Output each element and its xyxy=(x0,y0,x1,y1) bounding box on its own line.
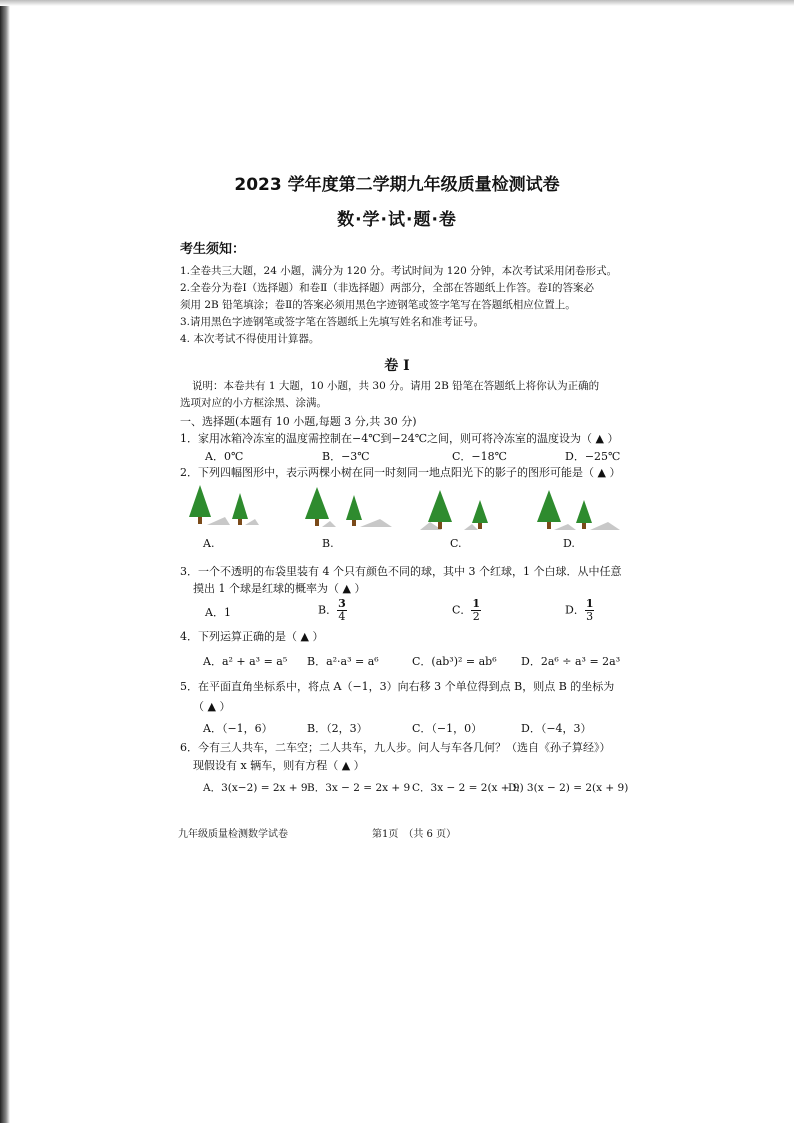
q3-option-b: B． $\frac{3}{4}$ xyxy=(318,597,346,623)
q2-figure-a xyxy=(185,483,260,533)
q5-stem-2: （ ▲ ） xyxy=(193,700,231,713)
q4-option-a: A．a² + a³ = a⁵ xyxy=(203,655,288,668)
shadow-shape xyxy=(360,519,392,527)
q5-option-a: A．（−1，6） xyxy=(203,722,273,735)
q6-option-d: D．3(x − 2) = 2(x + 9) xyxy=(508,782,629,794)
notice-line-4: 3.请用黑色字迹钢笔或签字笔在答题纸上先填写姓名和准考证号。 xyxy=(180,316,485,328)
q1-option-d: D．−25℃ xyxy=(565,450,621,463)
tree-icon xyxy=(576,500,592,523)
exam-title: 2023 学年度第二学期九年级质量检测试卷 xyxy=(234,175,560,195)
notice-line-2: 2.全卷分为卷Ⅰ（选择题）和卷Ⅱ（非选择题）两部分，全部在答题纸上作答。卷Ⅰ的答案必 xyxy=(180,282,594,294)
tree-icon xyxy=(428,490,452,522)
q3-stem-1: 3．一个不透明的布袋里装有 4 个只有颜色不同的球，其中 3 个红球，1 个白球．从中任意 xyxy=(180,565,622,578)
footer-left: 九年级质量检测数学试卷 xyxy=(178,829,288,840)
q1-option-c: C．−18℃ xyxy=(452,450,507,463)
q5-option-d: D．（−4，3） xyxy=(521,722,592,735)
q2-figure-b xyxy=(300,485,395,533)
q2-figure-c xyxy=(412,488,500,534)
exam-subtitle: 数·学·试·题·卷 xyxy=(337,210,457,230)
q6-option-c: C．3x − 2 = 2(x + 9) xyxy=(412,782,524,794)
q4-option-c: C．(ab³)² = ab⁶ xyxy=(412,655,497,668)
volume-title: 卷 Ⅰ xyxy=(384,358,410,374)
q2-option-c: C. xyxy=(450,537,462,550)
q5-option-b: B．（2，3） xyxy=(307,722,368,735)
notice-line-3: 须用 2B 铅笔填涂；卷Ⅱ的答案必须用黑色字迹钢笔或签字笔写在答题纸相应位置上。 xyxy=(180,299,576,311)
q4-option-d: D．2a⁶ ÷ a³ = 2a³ xyxy=(521,655,621,668)
scan-top-shadow xyxy=(0,0,794,6)
q5-option-c: C．（−1，0） xyxy=(412,722,483,735)
shadow-shape xyxy=(554,524,576,530)
volume-desc-2: 选项对应的小方框涂黑、涂满。 xyxy=(180,397,327,409)
q2-option-a: A. xyxy=(203,537,215,550)
q3-option-c: C． $\frac{1}{2}$ xyxy=(452,597,481,623)
tree-icon xyxy=(346,495,362,520)
section-title: 一、选择题(本题有 10 小题,每题 3 分,共 30 分) xyxy=(180,415,417,428)
tree-icon xyxy=(232,493,248,519)
q3-option-a: A．1 xyxy=(205,606,231,619)
scan-edge-shadow xyxy=(0,0,10,1123)
volume-desc-1: 说明：本卷共有 1 大题，10 小题，共 30 分。请用 2B 铅笔在答题纸上将你认为正确的 xyxy=(192,380,600,392)
q2-option-b: B. xyxy=(322,537,334,550)
q6-option-b: B．3x − 2 = 2x + 9 xyxy=(307,782,411,794)
notice-line-1: 1.全卷共三大题，24 小题，满分为 120 分。考试时间为 120 分钟，本次考试采用闭卷形式。 xyxy=(180,265,618,277)
q4-option-b: B．a²·a³ = a⁶ xyxy=(307,655,379,668)
q6-stem-1: 6．今有三人共车，二车空；二人共车，九人步。问人与车各几何？（选自《孙子算经》） xyxy=(180,741,611,754)
shadow-shape xyxy=(464,524,478,530)
q2-figure-d xyxy=(528,488,623,534)
shadow-shape xyxy=(590,522,620,530)
tree-icon xyxy=(537,490,561,522)
tree-icon xyxy=(189,485,211,517)
notice-line-5: 4. 本次考试不得使用计算器。 xyxy=(180,333,320,345)
shadow-shape xyxy=(322,521,336,527)
q4-stem: 4．下列运算正确的是（ ▲ ） xyxy=(180,630,324,643)
q1-stem: 1．家用冰箱冷冻室的温度需控制在−4℃到−24℃之间，则可将冷冻室的温度设为（ ▲ ） xyxy=(180,432,619,445)
q5-stem-1: 5．在平面直角坐标系中，将点 A（−1，3）向右移 3 个单位得到点 B，则点 B 的坐标为 xyxy=(180,680,615,693)
q6-stem-2: 现假设有 x 辆车，则有方程（ ▲ ） xyxy=(193,759,365,772)
q3-option-d: D． $\frac{1}{3}$ xyxy=(565,597,594,623)
q1-option-b: B．−3℃ xyxy=(322,450,370,463)
footer-page: 第1页 （共 6 页） xyxy=(372,829,457,840)
q6-option-a: A．3(x−2) = 2x + 9 xyxy=(203,782,308,794)
shadow-shape xyxy=(207,517,230,525)
q1-option-a: A．0℃ xyxy=(205,450,244,463)
q3-stem-2: 摸出 1 个球是红球的概率为（ ▲ ） xyxy=(193,582,366,595)
tree-icon xyxy=(472,500,488,523)
q2-option-d: D. xyxy=(563,537,575,550)
q2-stem: 2．下列四幅图形中，表示两棵小树在同一时刻同一地点阳光下的影子的图形可能是（ ▲ ） xyxy=(180,466,621,479)
shadow-shape xyxy=(245,519,259,525)
tree-icon xyxy=(305,487,329,519)
notice-heading: 考生须知： xyxy=(180,242,246,257)
